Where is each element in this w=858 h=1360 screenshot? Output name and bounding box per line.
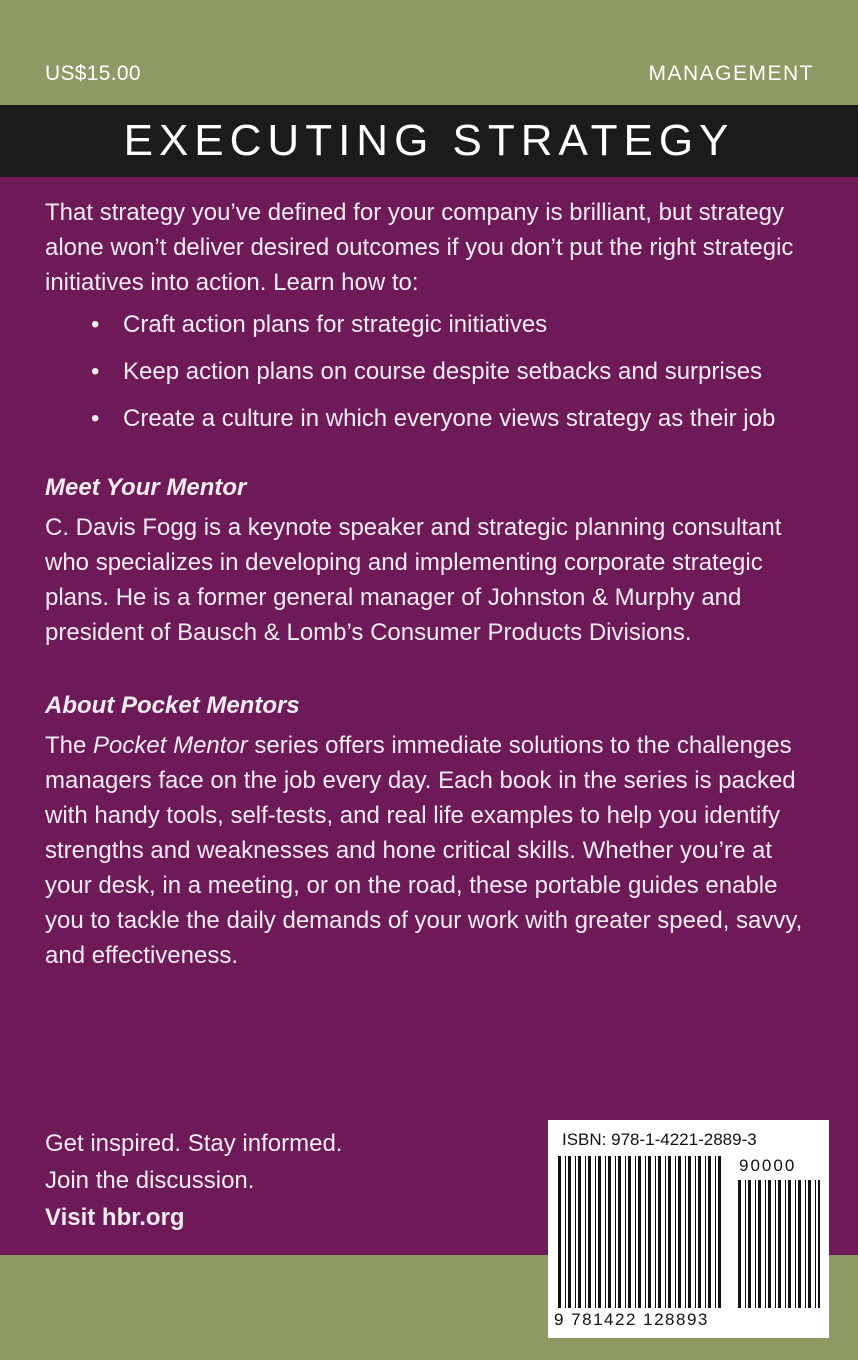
barcode-bar [678, 1156, 681, 1308]
barcode-bar [558, 1156, 561, 1308]
barcode-bar [695, 1156, 696, 1308]
barcode-bar [658, 1156, 661, 1308]
barcode-bar [818, 1180, 820, 1308]
addon-number: 90000 [739, 1156, 797, 1175]
list-item-text: Craft action plans for strategic initiatives [123, 311, 548, 338]
about-heading: About Pocket Mentors [45, 692, 300, 719]
barcode-bar [578, 1156, 581, 1308]
barcode-bar [565, 1156, 566, 1308]
list-item-text: Keep action plans on course despite setbacks and surprises [123, 358, 763, 385]
barcode-bar [645, 1156, 646, 1308]
barcode-bar [665, 1156, 666, 1308]
list-item [45, 308, 820, 342]
barcode-bar [568, 1156, 571, 1308]
barcode-panel [548, 1120, 829, 1338]
call-to-action [45, 1125, 342, 1236]
barcode-bar [788, 1180, 791, 1308]
cta-line-1: Get inspired. Stay informed. [45, 1130, 343, 1157]
barcode-bar [778, 1180, 781, 1308]
barcode-bar [655, 1156, 656, 1308]
barcode-bar [595, 1156, 596, 1308]
barcode-bar [588, 1156, 591, 1308]
barcode-bar [688, 1156, 691, 1308]
barcode-bar [755, 1180, 756, 1308]
mentor-text: C. Davis Fogg is a keynote speaker and strategic planning consultant who specializes in developing and implementing corporate strategic plans. He is a former general manager of Johnston & Murphy and president of Bausch & Lomb’s Consumer Products Divisions. [45, 514, 782, 646]
barcode-bar [815, 1180, 816, 1308]
barcode-bar [608, 1156, 611, 1308]
barcode-bar [625, 1156, 626, 1308]
barcode-bar [765, 1180, 766, 1308]
isbn-number: ISBN: 978-1-4221-2889-3 [562, 1130, 757, 1149]
bullet-icon: • [91, 311, 100, 338]
cta-line-2: Join the discussion. [45, 1167, 255, 1194]
barcode-bar [635, 1156, 636, 1308]
barcode-bar [575, 1156, 576, 1308]
book-title: EXECUTING STRATEGY [123, 116, 735, 165]
intro-text: That strategy you’ve defined for your company is brilliant, but strategy alone won’t deliver desired outcomes if you don’t put the right strategic initiatives into action. Learn how to: [45, 199, 794, 296]
barcode-bar [685, 1156, 686, 1308]
top-band [0, 0, 858, 105]
barcode-bar [785, 1180, 786, 1308]
barcode-bar [805, 1180, 806, 1308]
barcode-bar [675, 1156, 676, 1308]
about-text-rest: series offers immediate solutions to the challenges managers face on the job every day. Each book in the series is packed with handy tools, self-tests, and real life examples to help you identify strengths and weaknesses and hone critical skills. Whether you’re at your desk, in a meeting, or on the road, these portable guides enable you to tackle the daily demands of your work with greater speed, savvy, and effectiveness. [45, 732, 803, 969]
list-item [45, 355, 820, 389]
barcode-bar [605, 1156, 606, 1308]
barcode-bar [748, 1180, 751, 1308]
barcode-bar [745, 1180, 746, 1308]
barcode-bar [585, 1156, 586, 1308]
barcode-bar [698, 1156, 701, 1308]
barcode-bar [708, 1156, 711, 1308]
series-name: Pocket Mentor [93, 732, 248, 759]
barcode-bar [798, 1180, 801, 1308]
barcode-bar [668, 1156, 671, 1308]
barcode-bar [705, 1156, 706, 1308]
barcode-bar [628, 1156, 631, 1308]
barcode-bar [768, 1180, 771, 1308]
barcode-image [548, 1120, 829, 1338]
bullet-icon: • [91, 405, 100, 432]
barcode-bar [738, 1180, 741, 1308]
barcode-bar [715, 1156, 716, 1308]
barcode-bar [795, 1180, 796, 1308]
bullet-icon: • [91, 358, 100, 385]
barcode-bar [598, 1156, 601, 1308]
category-label: MANAGEMENT [648, 62, 814, 85]
list-item-text: Create a culture in which everyone views strategy as their job [123, 405, 776, 432]
barcode-bar [648, 1156, 651, 1308]
barcode-bar [615, 1156, 616, 1308]
about-text-start: The [45, 732, 94, 759]
ean-number: 9 781422 128893 [554, 1310, 709, 1329]
barcode-bar [718, 1156, 721, 1308]
main-content [45, 195, 820, 973]
barcode-bar [758, 1180, 761, 1308]
barcode-bar [775, 1180, 776, 1308]
barcode-bar [808, 1180, 811, 1308]
mentor-heading: Meet Your Mentor [45, 474, 247, 501]
list-item [45, 402, 820, 436]
barcode-bar [638, 1156, 641, 1308]
barcode-bar [618, 1156, 621, 1308]
learning-list [45, 308, 820, 436]
website-link[interactable]: Visit hbr.org [45, 1204, 185, 1231]
about-text [45, 728, 820, 973]
price: US$15.00 [45, 62, 141, 85]
